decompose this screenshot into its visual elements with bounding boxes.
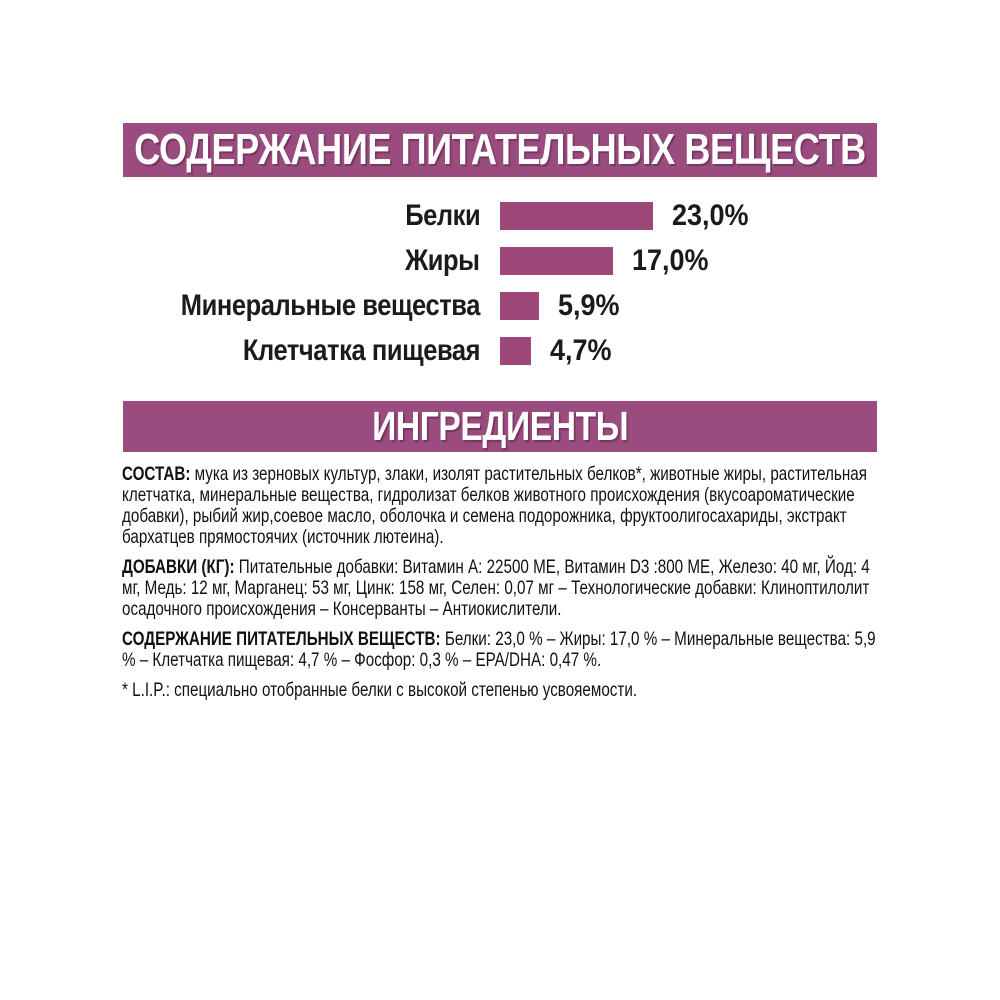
ingredients-header-band [123, 401, 877, 452]
ingredients-paragraph: СОДЕРЖАНИЕ ПИТАТЕЛЬНЫХ ВЕЩЕСТВ: Белки: 23,0 % – Жиры: 17,0 % – Минеральные вещества: 5,9 % – Клетчатка пищевая: 4,7 % – Фосфор: 0,3 % – EPA/DHA: 0,47 %. [122, 628, 876, 671]
chart-label-cell [122, 199, 480, 233]
chart-value-label: 5,9% [558, 288, 620, 322]
footnote-paragraph: * L.I.P.: специально отобранные белки с высокой степенью усвояемости. [122, 679, 638, 701]
chart-category-label: Белки [404, 198, 480, 232]
chart-value-label: 4,7% [550, 333, 612, 367]
chart-bar [500, 247, 613, 275]
chart-value-label: 23,0% [672, 198, 749, 232]
nutrients-header-band [123, 123, 877, 177]
chart-bar [500, 337, 531, 365]
chart-category-label: Клетчатка пищевая [242, 333, 480, 367]
chart-label-cell [122, 289, 480, 323]
paragraph-lead: СОСТАВ: [122, 463, 191, 485]
chart-bar [500, 292, 539, 320]
ingredients-text-block [122, 464, 880, 710]
chart-row [122, 283, 878, 328]
paragraph-lead: СОДЕРЖАНИЕ ПИТАТЕЛЬНЫХ ВЕЩЕСТВ: [122, 628, 441, 650]
chart-category-label: Минеральные вещества [180, 288, 480, 322]
chart-row [122, 238, 878, 283]
ingredients-paragraph: СОСТАВ: мука из зерновых культур, злаки, изолят растительных белков*, животные жиры, растительная клетчатка, минеральные вещества, гидролизат белков животного происхождения (вкусоароматические добавки), рыбий жир,соевое масло, оболочка и семена подорожника, фруктоолигосахариды, экстракт бархатцев прямостоячих (источник лютеина). [122, 463, 867, 548]
chart-bar [500, 202, 653, 230]
chart-label-cell [122, 244, 480, 278]
ingredients-paragraph: ДОБАВКИ (КГ): Питательные добавки: Витамин A: 22500 МЕ, Витамин D3 :800 МЕ, Железо: 40 мг, Йод: 4 мг, Медь: 12 мг, Марганец: 53 мг, Цинк: 158 мг, Селен: 0,07 мг – Технологические добавки: Клиноптилолит осадочного происхождения – Консерванты – Антиокислители. [122, 556, 870, 620]
nutrients-header-title: СОДЕРЖАНИЕ ПИТАТЕЛЬНЫХ ВЕЩЕСТВ [134, 125, 866, 174]
chart-row [122, 193, 878, 238]
chart-row [122, 328, 878, 373]
chart-category-label: Жиры [405, 243, 480, 277]
chart-label-cell [122, 334, 480, 368]
chart-value-label: 17,0% [632, 243, 709, 277]
ingredients-header-title: ИНГРЕДИЕНТЫ [371, 403, 629, 449]
paragraph-lead: ДОБАВКИ (КГ): [122, 556, 235, 578]
nutrient-bar-chart [122, 193, 878, 373]
